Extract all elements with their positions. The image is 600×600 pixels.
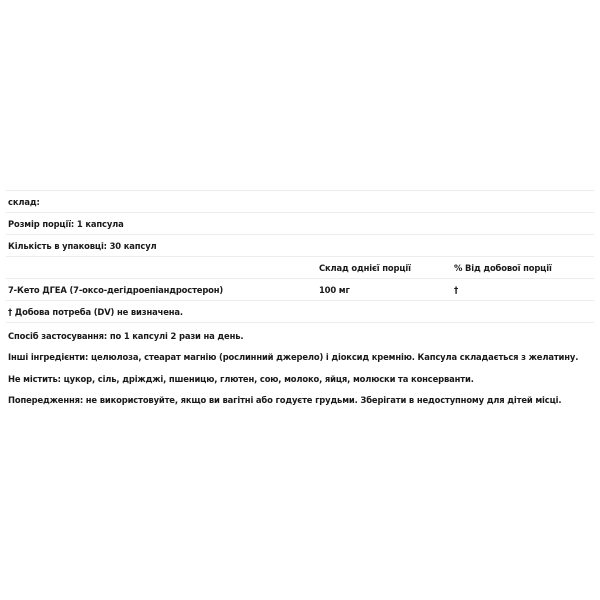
table-title: склад: [8,197,40,207]
column-header-daily-value: % Від добової порції [454,263,552,273]
serving-size-row [6,212,594,234]
supplement-facts-table [6,190,594,323]
other-ingredients-note: Інші інгредієнти: целюлоза, стеарат магнію (рослинний джерело) і діоксид кремнію. Капсула складається з желатину. [8,352,579,363]
ingredient-daily-value: † [454,285,459,295]
column-header-amount: Склад однієї порції [319,263,411,273]
ingredient-name: 7-Кето ДГЕА (7-оксо-дегідроепіандростерон) [8,285,224,295]
servings-per-container-row [6,234,594,256]
table-row [6,278,594,300]
free-of-note: Не містить: цукор, сіль, дріжджі, пшеницю, глютен, сою, молоко, яйця, молюски та консерванти. [8,373,474,384]
warning-note: Попередження: не використовуйте, якщо ви вагітні або годуєте грудьми. Зберігати в недоступному для дітей місці. [8,394,562,405]
servings-per-container: Кількість в упаковці: 30 капсул [8,241,157,251]
table-title-row [6,190,594,212]
table-header-row [6,256,594,278]
footnote: † Добова потреба (DV) не визначена. [8,307,183,317]
serving-size: Розмір порції: 1 капсула [8,219,124,229]
ingredient-amount: 100 мг [319,285,350,295]
footnote-row [6,300,594,323]
usage-note: Спосіб застосування: по 1 капсулі 2 рази на день. [8,331,244,341]
product-notes [8,331,598,416]
